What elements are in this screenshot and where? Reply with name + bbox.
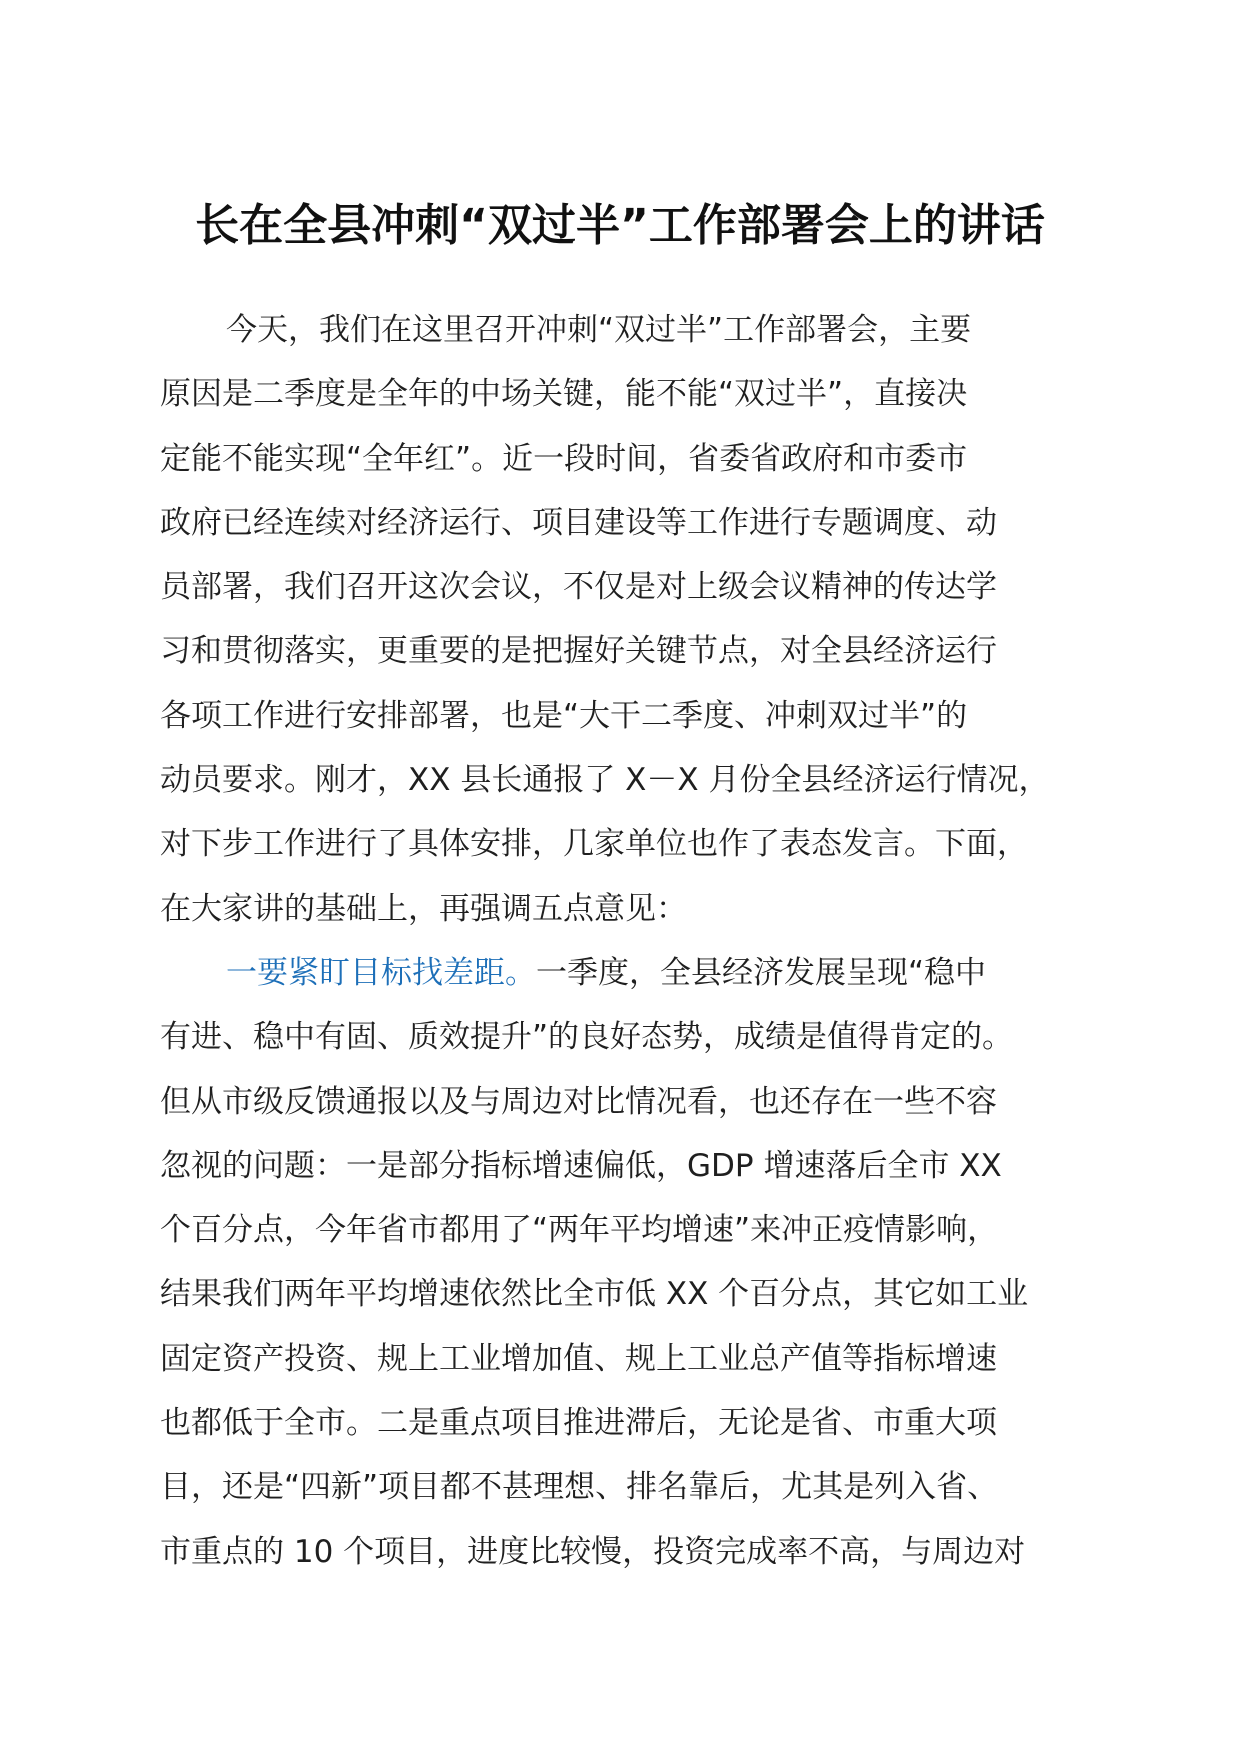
paragraph-2 (160, 941, 1120, 1584)
text-run: 一季度，全县经济发展呈现“稳中 (536, 954, 987, 991)
text-line: 各项工作进行安排部署，也是“大干二季度、冲刺双过半”的 (160, 697, 968, 734)
text-line: 固定资产投资、规上工业增加值、规上工业总产值等指标增速 (160, 1340, 997, 1377)
text-line: 原因是二季度是全年的中场关键，能不能“双过半”，直接决 (160, 376, 968, 413)
text-line (160, 941, 1120, 1005)
text-line: 有进、稳中有固、质效提升”的良好态势，成绩是值得肯定的。 (160, 1019, 1014, 1056)
text-line: 市重点的 10 个项目，进度比较慢，投资完成率不高，与周边对 (160, 1533, 1026, 1570)
text-line: 定能不能实现“全年红”。近一段时间，省委省政府和市委市 (160, 440, 968, 477)
document-title: 长在全县冲刺“双过半”工作部署会上的讲话 (195, 200, 1045, 251)
section-heading: 一要紧盯目标找差距。 (226, 954, 536, 991)
text-line: 对下步工作进行了具体安排，几家单位也作了表态发言。下面， (160, 826, 1028, 863)
text-line: 在大家讲的基础上，再强调五点意见： (160, 890, 687, 927)
text-line: 个百分点，今年省市都用了“两年平均增速”来冲正疫情影响， (160, 1212, 999, 1249)
text-line: 目，还是“四新”项目都不甚理想、排名靠后，尤其是列入省、 (160, 1469, 999, 1506)
text-line: 忽视的问题：一是部分指标增速偏低，GDP 增速落后全市 XX (160, 1147, 1002, 1184)
text-line: 员部署，我们召开这次会议，不仅是对上级会议精神的传达学 (160, 569, 997, 606)
text-line: 结果我们两年平均增速依然比全市低 XX 个百分点，其它如工业 (160, 1276, 1029, 1313)
text-line: 习和贯彻落实，更重要的是把握好关键节点，对全县经济运行 (160, 633, 997, 670)
text-line: 政府已经连续对经济运行、项目建设等工作进行专题调度、动 (160, 504, 997, 541)
paragraph-1 (160, 298, 1120, 941)
text-line: 也都低于全市。二是重点项目推进滞后，无论是省、市重大项 (160, 1405, 997, 1442)
text-line: 动员要求。刚才，XX 县长通报了 X－X 月份全县经济运行情况， (160, 762, 1050, 799)
document-body (160, 298, 1120, 1584)
text-line: 但从市级反馈通报以及与周边对比情况看，也还存在一些不容 (160, 1083, 997, 1120)
text-line: 今天，我们在这里召开冲刺“双过半”工作部署会，主要 (226, 312, 972, 348)
